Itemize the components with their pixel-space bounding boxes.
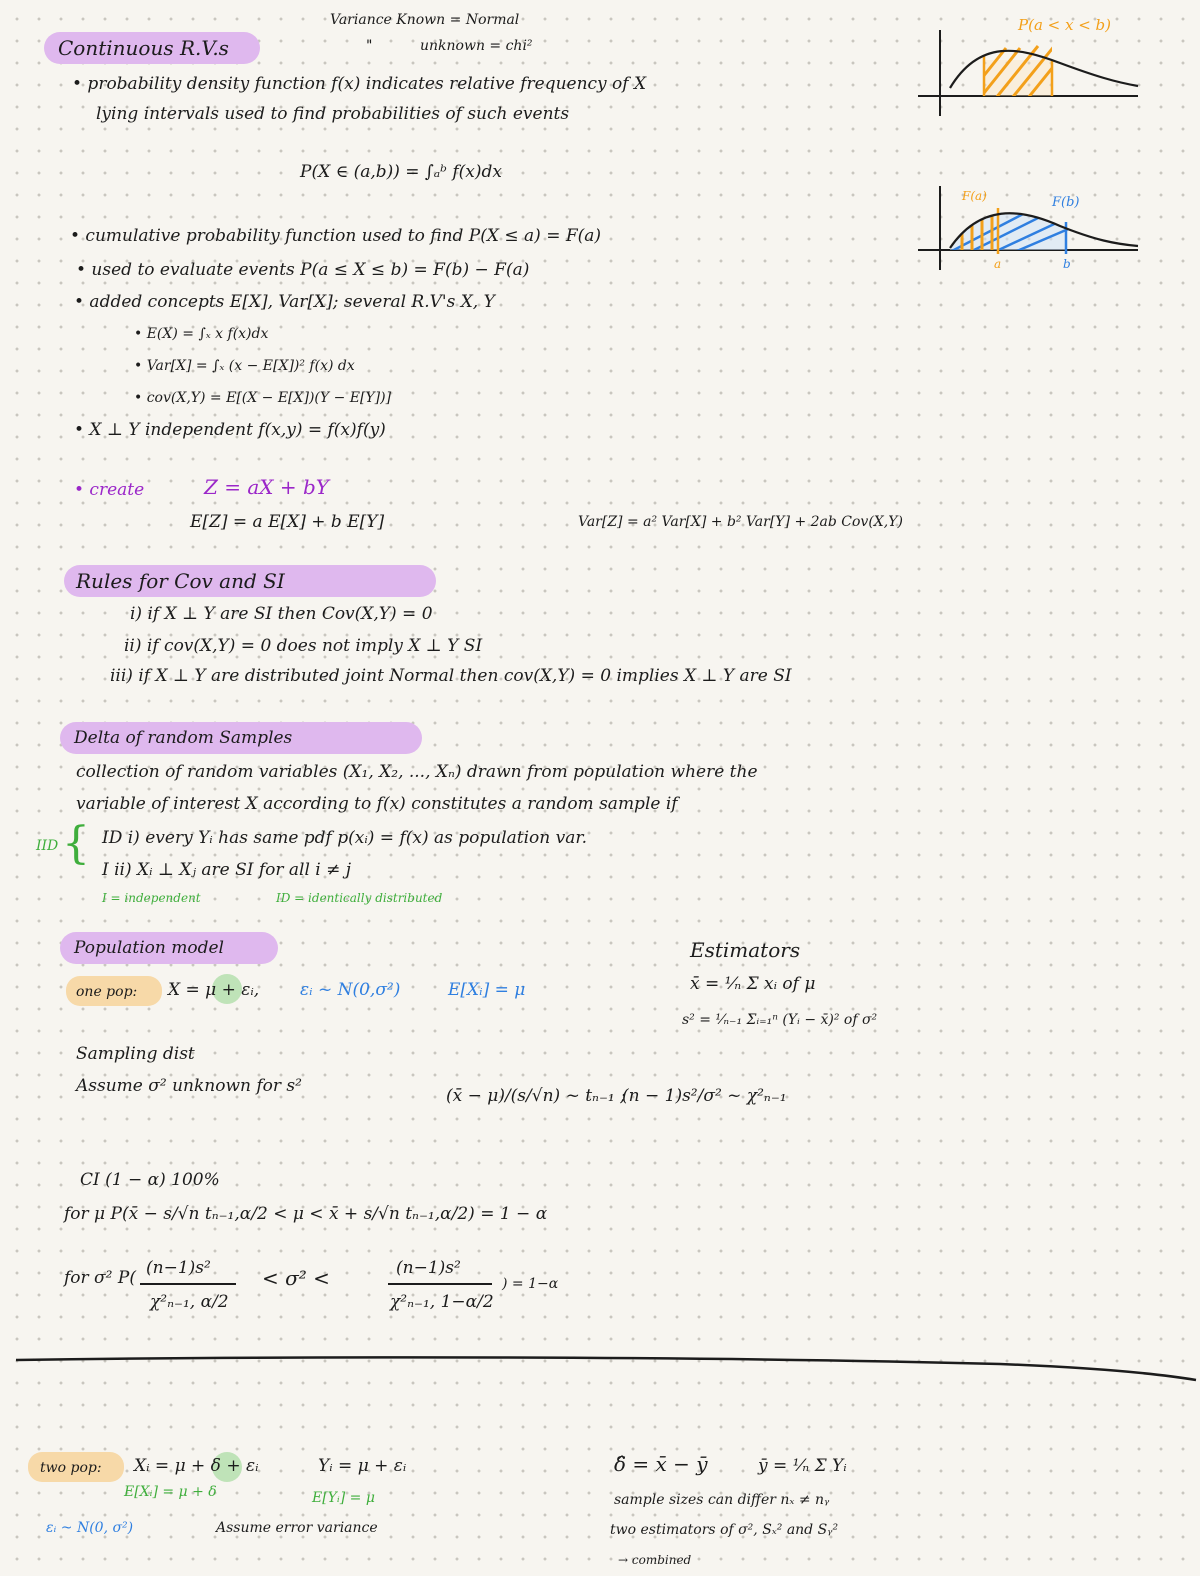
ci-sigma-middle: < σ² < <box>262 1266 330 1290</box>
one-pop-expectation: E[Xᵢ] = μ <box>448 980 526 1000</box>
variance-unknown-note: unknown = chi² <box>420 38 533 54</box>
ybar-estimator: ȳ = ¹⁄ₙ Σ Yᵢ <box>758 1456 847 1476</box>
samples-line-2: variable of interest X according to f(x) constitutes a random sample if <box>76 794 678 814</box>
rule-3: iii) if X ⊥ Y are distributed joint Normal then cov(X,Y) = 0 implies X ⊥ Y are SI <box>110 666 792 686</box>
section-divider <box>0 1340 1200 1384</box>
variance-z-line: Var[Z] = a² Var[X] + b² Var[Y] + 2ab Cov(X,Y) <box>578 514 903 530</box>
covariance-line: • cov(X,Y) = E[(X − E[X])(Y − E[Y])] <box>134 390 392 406</box>
ci-title: CI (1 − α) 100% <box>80 1170 220 1190</box>
iid-bracket: { <box>62 818 90 869</box>
variance-line: • Var[X] = ∫ₓ (x − E[X])² f(x) dx <box>134 358 355 374</box>
iid-label: IID <box>36 838 59 854</box>
one-pop-label: one pop: <box>76 984 138 1000</box>
interval-prob-label: P(a < x < b) <box>1018 16 1112 34</box>
two-pop-label: two pop: <box>40 1460 102 1476</box>
rule-1: i) if X ⊥ Y are SI then Cov(X,Y) = 0 <box>130 604 433 624</box>
independence-line: • X ⊥ Y independent f(x,y) = f(x)f(y) <box>74 420 386 440</box>
two-pop-y-equation: Yᵢ = μ + εᵢ <box>318 1456 407 1476</box>
ci-sigma-num-2: (n−1)s² <box>396 1258 461 1278</box>
density-interval-figure <box>910 8 1150 118</box>
estimators-title: Estimators <box>690 938 801 962</box>
delta-hat: δ̂ = x̄ − ȳ <box>614 1452 708 1476</box>
two-pop-x-expectation: E[Xᵢ] = μ + δ <box>124 1484 217 1500</box>
expectation-line: • E(X) = ∫ₓ x f(x)dx <box>134 326 269 342</box>
ditto-mark: " <box>366 38 373 54</box>
rules-title: Rules for Cov and SI <box>76 569 285 593</box>
samples-title: Delta of random Samples <box>74 728 293 748</box>
two-pop-assume: Assume error variance <box>216 1520 378 1536</box>
two-pop-y-expectation: E[Yᵢ] = μ <box>312 1490 375 1506</box>
evaluate-line: • used to evaluate events P(a ≤ X ≤ b) = F(b) − F(a) <box>76 260 530 280</box>
variance-known-note: Variance Known = Normal <box>330 12 520 28</box>
ci-sigma-prefix: for σ² P( <box>64 1268 136 1288</box>
cdf-line: • cumulative probability function used to find P(X ≤ a) = F(a) <box>70 226 602 246</box>
chi-statistic: (n − 1)s²/σ² ~ χ²ₙ₋₁ <box>622 1086 787 1106</box>
fb-label: F(b) <box>1052 195 1080 210</box>
population-title: Population model <box>74 938 224 958</box>
estimator-variance: s² = ¹⁄ₙ₋₁ Σᵢ₌₁ⁿ (Yᵢ − x̄)² of σ² <box>682 1012 878 1028</box>
ci-sigma-fraction-bar-2 <box>388 1283 492 1285</box>
ci-sigma-den-1: χ²ₙ₋₁, α/2 <box>150 1292 229 1312</box>
create-label: • create <box>74 480 145 500</box>
fa-label: F(a) <box>962 189 987 203</box>
combined-note: → combined <box>618 1553 692 1567</box>
one-pop-error: εᵢ ~ N(0,σ²) <box>300 980 401 1000</box>
ci-sigma-den-2: χ²ₙ₋₁, 1−α/2 <box>390 1292 494 1312</box>
estimator-mean: x̄ = ¹⁄ₙ Σ xᵢ of μ <box>690 974 816 994</box>
pdf-line-2: lying intervals used to find probabilities of such events <box>96 104 570 124</box>
pdf-formula: P(X ∈ (a,b)) = ∫ₐᵇ f(x)dx <box>300 162 502 182</box>
pdf-line-1: • probability density function f(x) indicates relative frequency of X <box>72 74 647 94</box>
note-independent: I = independent <box>102 891 201 905</box>
assume-line: Assume σ² unknown for s² <box>76 1076 302 1096</box>
two-pop-x-equation: Xᵢ = μ + δ + εᵢ <box>134 1456 259 1476</box>
ci-sigma-num-1: (n−1)s² <box>146 1258 211 1278</box>
iid-condition-1: ID i) every Yᵢ has same pdf p(xᵢ) = f(x) as population var. <box>102 828 588 848</box>
create-expression: Z = aX + bY <box>204 475 330 499</box>
sampling-dist-title: Sampling dist <box>76 1044 195 1064</box>
ci-sigma-fraction-bar-1 <box>140 1283 236 1285</box>
ci-sigma-suffix: ) = 1−α <box>502 1276 559 1292</box>
tick-b-label: b <box>1063 257 1071 271</box>
ci-mu: for μ P(x̄ − s/√n tₙ₋₁,α/2 < μ < x̄ + s/√n tₙ₋₁,α/2) = 1 − α <box>64 1204 548 1224</box>
tick-a-label: a <box>994 257 1002 271</box>
continuous-title: Continuous R.V.s <box>58 36 229 60</box>
iid-condition-2: I ii) Xᵢ ⊥ Xⱼ are SI for all i ≠ j <box>102 860 352 880</box>
added-concepts-line: • added concepts E[X], Var[X]; several R.V's X, Y <box>74 292 495 312</box>
cdf-figure <box>910 182 1150 274</box>
one-pop-equation: X = μ + εᵢ, <box>168 980 260 1000</box>
sample-sizes-note: sample sizes can differ nₓ ≠ nᵧ <box>614 1492 830 1508</box>
two-pop-error: εᵢ ~ N(0, σ²) <box>46 1520 134 1536</box>
two-estimators-note: two estimators of σ², Sₓ² and Sᵧ² <box>610 1522 839 1538</box>
expectation-z-line: E[Z] = a E[X] + b E[Y] <box>190 512 385 532</box>
t-statistic: (x̄ − μ)/(s/√n) ~ tₙ₋₁ ; <box>446 1086 626 1106</box>
rule-2: ii) if cov(X,Y) = 0 does not imply X ⊥ Y SI <box>124 636 483 656</box>
samples-line-1: collection of random variables (X₁, X₂, ..., Xₙ) drawn from population where the <box>76 762 758 782</box>
note-identically-distributed: ID = identically distributed <box>276 891 443 905</box>
